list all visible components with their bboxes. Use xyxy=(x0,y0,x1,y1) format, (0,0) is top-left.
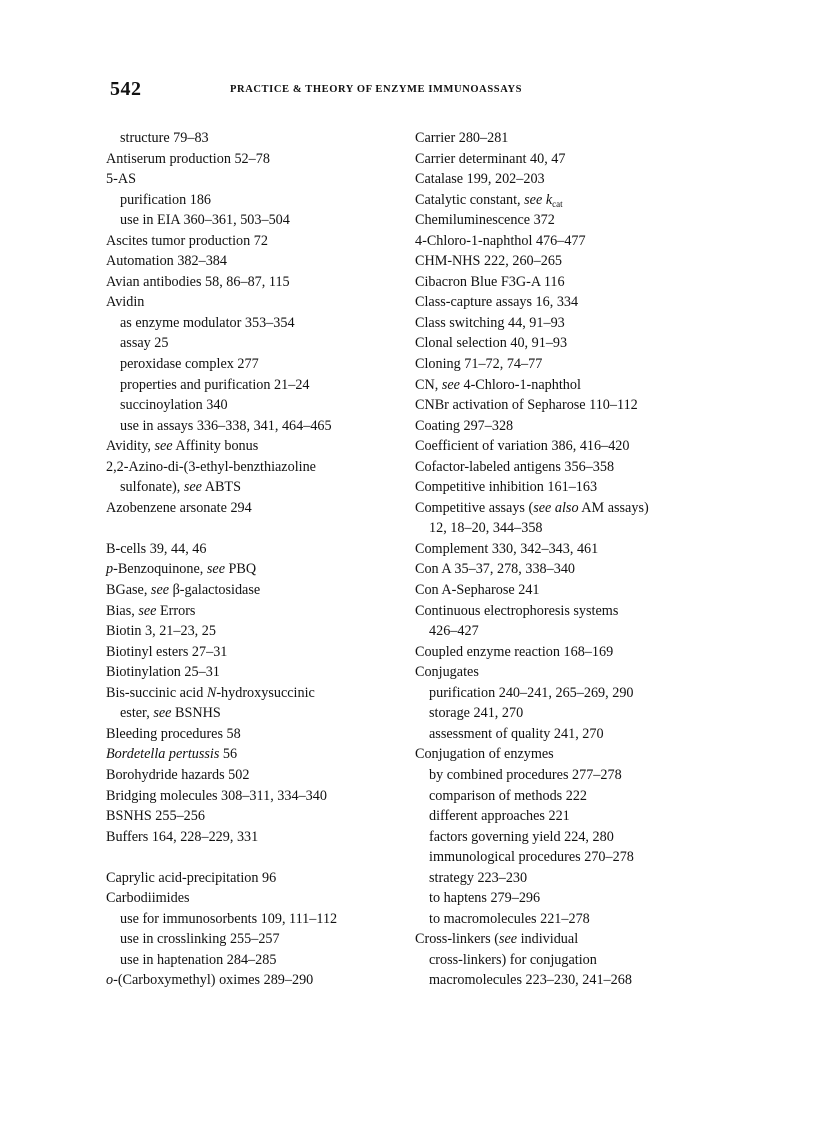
index-entry xyxy=(415,662,715,683)
index-entry-text: Conjugation of enzymes xyxy=(415,746,554,763)
index-entry xyxy=(106,970,396,991)
index-subentry xyxy=(106,375,396,396)
index-entry xyxy=(415,190,715,211)
index-entry-text: use in EIA 360–361, 503–504 xyxy=(120,212,290,229)
index-entry xyxy=(106,498,396,519)
index-subentry xyxy=(106,190,396,211)
index-entry-text: Carrier 280–281 xyxy=(415,130,509,146)
index-entry-text: Coupled enzyme reaction 168–169 xyxy=(415,643,614,660)
index-entry-text: 12, 18–20, 344–358 xyxy=(429,520,543,537)
index-entry-text: strategy 223–230 xyxy=(429,869,528,886)
index-entry-text: CN, see 4-Chloro-1-naphthol xyxy=(415,376,581,393)
index-entry xyxy=(106,601,396,622)
index-subentry xyxy=(415,806,715,827)
index-entry xyxy=(106,724,396,745)
index-spacer xyxy=(106,847,396,868)
index-entry-text: Class-capture assays 16, 334 xyxy=(415,294,579,311)
index-entry-text: Bleeding procedures 58 xyxy=(106,725,241,742)
index-entry-text: Automation 382–384 xyxy=(106,253,227,270)
index-entry-subscript: cat xyxy=(552,198,563,209)
index-subentry xyxy=(415,950,715,971)
index-entry-text: Bis-succinic acid N-hydroxysuccinic xyxy=(106,684,315,701)
index-subentry xyxy=(415,703,715,724)
index-entry-text: Complement 330, 342–343, 461 xyxy=(415,540,599,557)
index-entry xyxy=(415,436,715,457)
index-entry-text: factors governing yield 224, 280 xyxy=(429,828,614,845)
index-entry-text: Clonal selection 40, 91–93 xyxy=(415,335,568,352)
index-subentry xyxy=(415,909,715,930)
index-entry-text: Con A-Sepharose 241 xyxy=(415,582,540,599)
index-entry-text: cross-linkers) for conjugation xyxy=(429,951,597,968)
index-entry-text: B-cells 39, 44, 46 xyxy=(106,540,207,557)
index-entry-text: CNBr activation of Sepharose 110–112 xyxy=(415,397,638,414)
index-entry-text: Bordetella pertussis 56 xyxy=(106,746,238,763)
index-entry xyxy=(106,642,396,663)
index-entry-text: 4-Chloro-1-naphthol 476–477 xyxy=(415,232,586,249)
index-entry-text: o-(Carboxymethyl) oximes 289–290 xyxy=(106,972,314,989)
index-subentry xyxy=(106,929,396,950)
index-entry xyxy=(415,210,715,231)
index-entry-text: Biotinylation 25–31 xyxy=(106,664,220,681)
index-entry xyxy=(106,559,396,580)
index-entry-text: Biotinyl esters 27–31 xyxy=(106,643,228,660)
index-entry xyxy=(106,744,396,765)
index-entry-text: Cross-linkers (see individual xyxy=(415,931,579,948)
index-subentry xyxy=(415,827,715,848)
index-entry xyxy=(415,559,715,580)
index-entry xyxy=(106,436,396,457)
index-entry xyxy=(415,539,715,560)
index-entry-text: Carrier determinant 40, 47 xyxy=(415,150,566,167)
index-entry-text: ester, see BSNHS xyxy=(120,705,221,722)
index-subentry xyxy=(106,210,396,231)
index-entry-text: Con A 35–37, 278, 338–340 xyxy=(415,561,576,578)
index-subentry xyxy=(415,868,715,889)
index-entry xyxy=(106,251,396,272)
index-subentry xyxy=(415,724,715,745)
index-entry-text: assay 25 xyxy=(120,335,169,352)
index-entry-text: 2,2-Azino-di-(3-ethyl-benzthiazoline xyxy=(106,458,316,475)
index-entry-text: Avian antibodies 58, 86–87, 115 xyxy=(106,273,290,290)
index-entry xyxy=(415,272,715,293)
index-spacer xyxy=(106,518,396,539)
index-entry xyxy=(106,806,396,827)
index-entry-text: Cofactor-labeled antigens 356–358 xyxy=(415,458,615,475)
index-entry-text: Bridging molecules 308–311, 334–340 xyxy=(106,787,327,804)
index-entry-text: different approaches 221 xyxy=(429,808,570,825)
index-entry-text: to macromolecules 221–278 xyxy=(429,910,590,927)
index-entry-text: succinoylation 340 xyxy=(120,397,228,414)
index-entry xyxy=(106,272,396,293)
index-entry xyxy=(106,786,396,807)
index-subentry xyxy=(415,683,715,704)
index-subentry xyxy=(415,970,715,991)
index-entry-text: p-Benzoquinone, see PBQ xyxy=(106,561,257,578)
index-entry-text: as enzyme modulator 353–354 xyxy=(120,314,295,331)
index-entry-text: properties and purification 21–24 xyxy=(120,376,310,393)
index-entry-text: Ascites tumor production 72 xyxy=(106,232,268,249)
index-entry-text: Avidity, see Affinity bonus xyxy=(106,438,259,455)
index-entry xyxy=(415,149,715,170)
index-subentry xyxy=(106,395,396,416)
index-entry xyxy=(106,169,396,190)
index-entry-text: Continuous electrophoresis systems xyxy=(415,602,619,619)
index-entry xyxy=(415,333,715,354)
index-entry xyxy=(106,539,396,560)
index-entry-text: Coating 297–328 xyxy=(415,417,514,434)
index-entry-text: use in haptenation 284–285 xyxy=(120,951,277,968)
index-entry xyxy=(415,744,715,765)
index-entry-text: Bias, see Errors xyxy=(106,602,196,619)
index-entry xyxy=(415,128,715,149)
index-entry-text: purification 186 xyxy=(120,191,212,208)
index-entry xyxy=(106,580,396,601)
index-entry-text: Azobenzene arsonate 294 xyxy=(106,499,252,516)
index-subentry xyxy=(106,950,396,971)
index-entry xyxy=(106,621,396,642)
index-column-right xyxy=(415,128,715,991)
index-entry xyxy=(415,395,715,416)
index-entry-text: Borohydride hazards 502 xyxy=(106,766,250,783)
index-entry-text: use for immunosorbents 109, 111–112 xyxy=(120,910,338,927)
index-subentry xyxy=(415,888,715,909)
index-entry-text: BGase, see β-galactosidase xyxy=(106,582,261,599)
index-subentry xyxy=(106,909,396,930)
index-entry xyxy=(415,169,715,190)
index-entry-text: Catalase 199, 202–203 xyxy=(415,171,545,188)
index-entry xyxy=(106,231,396,252)
index-entry-text: Competitive assays (see also AM assays) xyxy=(415,499,649,516)
index-subentry xyxy=(415,786,715,807)
index-entry xyxy=(415,313,715,334)
index-entry xyxy=(106,149,396,170)
index-entry xyxy=(106,765,396,786)
index-entry xyxy=(106,868,396,889)
index-entry-text: immunological procedures 270–278 xyxy=(429,849,634,866)
index-subentry xyxy=(106,703,396,724)
index-entry-text: 5-AS xyxy=(106,171,136,188)
index-entry-text: Cibacron Blue F3G-A 116 xyxy=(415,273,565,290)
index-entry-text: assessment of quality 241, 270 xyxy=(429,725,604,742)
index-entry xyxy=(106,662,396,683)
index-entry-text: Class switching 44, 91–93 xyxy=(415,314,565,331)
index-entry xyxy=(415,375,715,396)
index-entry-text: Avidin xyxy=(106,294,145,311)
index-entry xyxy=(106,292,396,313)
index-entry-text: sulfonate), see ABTS xyxy=(120,479,241,496)
index-subentry xyxy=(415,518,715,539)
index-entry-text: Antiserum production 52–78 xyxy=(106,150,270,167)
index-subentry xyxy=(106,416,396,437)
index-column-left xyxy=(106,128,396,991)
index-entry xyxy=(415,354,715,375)
index-entry-text: Conjugates xyxy=(415,664,479,681)
index-entry xyxy=(415,292,715,313)
index-entry xyxy=(106,827,396,848)
index-entry-text: BSNHS 255–256 xyxy=(106,808,205,825)
index-entry-text: use in assays 336–338, 341, 464–465 xyxy=(120,417,332,434)
index-entry xyxy=(415,580,715,601)
index-entry xyxy=(106,683,396,704)
index-entry-text: 426–427 xyxy=(429,623,479,640)
running-title: PRACTICE & THEORY OF ENZYME IMMUNOASSAYS xyxy=(230,84,523,95)
index-entry-text: peroxidase complex 277 xyxy=(120,356,259,373)
index-entry xyxy=(415,601,715,622)
index-subentry xyxy=(106,354,396,375)
index-subentry xyxy=(106,477,396,498)
index-entry-text: Competitive inhibition 161–163 xyxy=(415,479,598,496)
index-subentry xyxy=(106,313,396,334)
index-subentry xyxy=(415,847,715,868)
index-entry xyxy=(415,231,715,252)
index-entry xyxy=(415,457,715,478)
index-entry-text: use in crosslinking 255–257 xyxy=(120,931,280,948)
index-entry-text: macromolecules 223–230, 241–268 xyxy=(429,972,632,989)
index-subentry xyxy=(106,333,396,354)
index-entry xyxy=(106,457,396,478)
index-entry xyxy=(415,251,715,272)
index-subentry xyxy=(415,621,715,642)
index-entry-text: Cloning 71–72, 74–77 xyxy=(415,356,543,373)
index-entry-text: Coefficient of variation 386, 416–420 xyxy=(415,438,630,455)
index-entry-text: Biotin 3, 21–23, 25 xyxy=(106,623,216,640)
index-entry-text: purification 240–241, 265–269, 290 xyxy=(429,684,634,701)
index-entry-text: Caprylic acid-precipitation 96 xyxy=(106,869,277,886)
index-entry xyxy=(415,498,715,519)
index-entry xyxy=(415,477,715,498)
index-entry-text: structure 79–83 xyxy=(120,130,209,146)
index-entry xyxy=(415,642,715,663)
index-entry xyxy=(415,929,715,950)
index-entry xyxy=(415,416,715,437)
index-subentry xyxy=(415,765,715,786)
index-entry-text: Catalytic constant, see k xyxy=(415,191,553,208)
index-subentry xyxy=(106,128,396,149)
index-entry-text: CHM-NHS 222, 260–265 xyxy=(415,253,563,270)
index-entry-text: to haptens 279–296 xyxy=(429,890,541,907)
index-entry-text: storage 241, 270 xyxy=(429,705,524,722)
index-entry-text: by combined procedures 277–278 xyxy=(429,766,622,783)
page-number: 542 xyxy=(110,78,142,100)
index-entry-text: Buffers 164, 228–229, 331 xyxy=(106,828,259,845)
index-entry-text: Chemiluminescence 372 xyxy=(415,212,555,229)
index-entry xyxy=(106,888,396,909)
index-entry-text: Carbodiimides xyxy=(106,890,190,907)
index-entry-text: comparison of methods 222 xyxy=(429,787,588,804)
